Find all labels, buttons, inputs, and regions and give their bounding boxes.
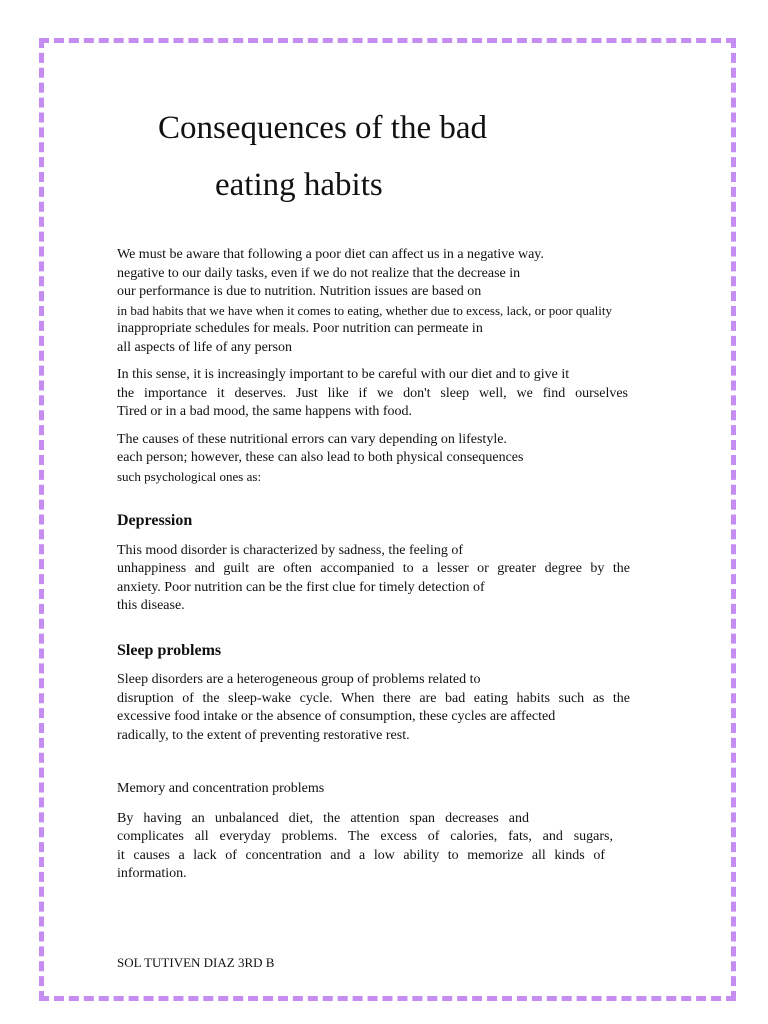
depression-paragraph (117, 542, 665, 616)
title-line-2: eating habits (215, 167, 383, 203)
text-line: negative to our daily tasks, even if we do not realize that the decrease in (117, 265, 521, 281)
page-title (0, 100, 768, 214)
section-heading-memory: Memory and concentration problems (117, 781, 325, 796)
section-heading-sleep: Sleep problems (117, 641, 222, 659)
text-line: Sleep disorders are a heterogeneous group of problems related to (117, 672, 481, 687)
intro-paragraph-3 (117, 431, 665, 487)
title-line-1: Consequences of the bad (158, 110, 487, 146)
text-line: this disease. (117, 598, 185, 613)
text-line: in bad habits that we have when it comes to eating, whether due to excess, lack, or poor quality (117, 302, 612, 318)
text-line: it causes a lack of concentration and a low ability to memorize all kinds of (117, 847, 605, 863)
text-line: information. (117, 866, 187, 881)
text-line: By having an unbalanced diet, the attention span decreases and (117, 810, 529, 826)
text-line: In this sense, it is increasingly important to be careful with our diet and to give it (117, 367, 570, 382)
author-footer: SOL TUTIVEN DIAZ 3RD B (117, 955, 275, 970)
text-line: excessive food intake or the absence of consumption, these cycles are affected (117, 709, 556, 724)
text-line: radically, to the extent of preventing restorative rest. (117, 727, 410, 743)
text-line: anxiety. Poor nutrition can be the first clue for timely detection of (117, 579, 485, 595)
intro-paragraph-1 (117, 246, 665, 357)
section-heading-depression: Depression (117, 512, 193, 529)
text-line: our performance is due to nutrition. Nutrition issues are based on (117, 284, 482, 299)
text-line: We must be aware that following a poor diet can affect us in a negative way. (117, 247, 544, 262)
text-line: complicates all everyday problems. The excess of calories, fats, and sugars, (117, 829, 613, 844)
text-line: each person; however, these can also lead to both physical consequences (117, 450, 524, 465)
text-line: The causes of these nutritional errors can vary depending on lifestyle. (117, 431, 507, 447)
text-line: the importance it deserves. Just like if we don't sleep well, we find ourselves (117, 385, 628, 401)
text-line: This mood disorder is characterized by sadness, the feeling of (117, 542, 464, 558)
text-line: inappropriate schedules for meals. Poor nutrition can permeate in (117, 321, 483, 336)
sleep-paragraph (117, 671, 665, 745)
text-line: unhappiness and guilt are often accompanied to a lesser or greater degree by the (117, 561, 630, 576)
memory-paragraph (117, 810, 665, 884)
document-body (117, 246, 665, 893)
text-line: disruption of the sleep-wake cycle. When there are bad eating habits such as the (117, 690, 630, 706)
text-line: all aspects of life of any person (117, 339, 292, 355)
text-line: Tired or in a bad mood, the same happens with food. (117, 404, 412, 419)
text-line: such psychological ones as: (117, 468, 262, 484)
intro-paragraph-2 (117, 366, 665, 422)
